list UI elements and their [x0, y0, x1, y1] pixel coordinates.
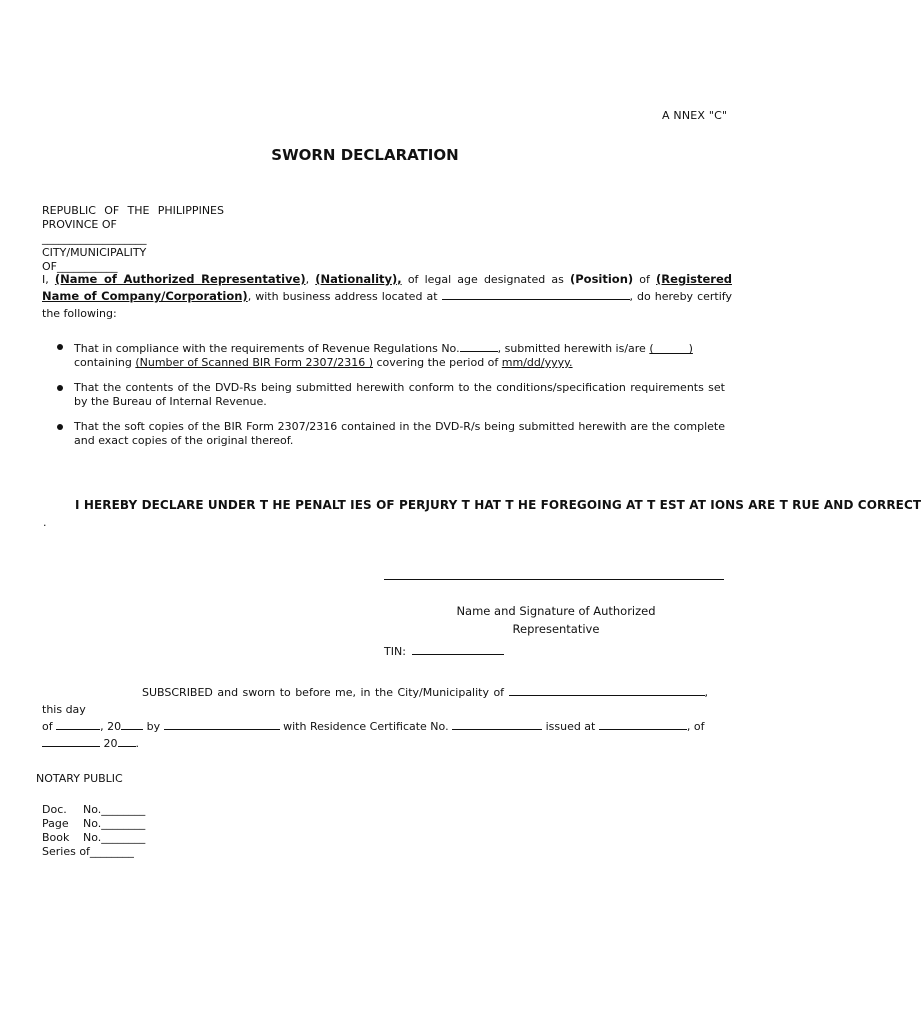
doc-label: Doc. — [42, 803, 67, 816]
list-item — [57, 420, 725, 448]
jurat-text-5: with Residence Certificate No. — [279, 720, 453, 733]
page-value: No.________ — [83, 817, 146, 830]
intro-paragraph — [42, 271, 732, 322]
affiant-blank — [164, 718, 280, 730]
list-item — [57, 340, 725, 370]
year-blank — [121, 718, 143, 730]
company-field: (Registered Name of Company/Corporation) — [42, 272, 732, 303]
jurat-line3 — [42, 735, 714, 752]
jurat-text-1: SUBSCRIBED and sworn to before me, in the City/Municipality of — [142, 686, 509, 699]
b1-text-b: , submitted herewith is/are — [497, 342, 650, 355]
province-line: PROVINCE OF ___________________ — [42, 218, 147, 245]
signature-caption-line2: Representative — [512, 622, 600, 636]
b1-text-d: covering the period of — [373, 356, 502, 369]
certification-list — [57, 340, 725, 459]
tin-blank — [412, 643, 504, 655]
residence-cert-blank — [452, 718, 542, 730]
tin-field — [384, 643, 504, 658]
period-field: mm/dd/yyyy. — [501, 356, 573, 369]
jurat-text-3: of — [42, 720, 57, 733]
jurat-line2 — [42, 718, 714, 735]
series-row: Series of________ — [42, 845, 134, 858]
jurat-paragraph — [42, 684, 714, 752]
intro-of: of — [633, 273, 657, 286]
issued-date-blank — [42, 735, 100, 747]
tin-label: TIN: — [384, 645, 406, 658]
annex-label: A NNEX "C" — [662, 109, 728, 122]
book-value: No.________ — [83, 831, 146, 844]
address-blank — [442, 288, 630, 300]
intro-lead: I, — [42, 273, 55, 286]
jurat-comma-2: , — [686, 720, 691, 733]
b1-text-a: That in compliance with the requirements of Revenue Regulations No. — [74, 342, 460, 355]
jurat-year-2: 20 — [100, 737, 118, 750]
page-row — [42, 817, 145, 831]
nationality-field: (Nationality), — [315, 272, 402, 286]
venue-heading — [42, 204, 224, 274]
book-row — [42, 831, 145, 845]
stray-period: . — [43, 516, 47, 529]
intro-tail: do hereby certify the following: — [42, 290, 732, 320]
rr-number-blank — [460, 340, 498, 352]
doc-row — [42, 803, 145, 817]
signature-line — [384, 578, 724, 580]
jurat-line1 — [42, 684, 714, 718]
republic-word: OF — [104, 204, 120, 217]
rep-name-field: (Name of Authorized Representative) — [54, 272, 306, 286]
issued-year-blank — [118, 735, 136, 747]
issued-at-blank — [599, 718, 687, 730]
form-count-field: (Number of Scanned BIR Form 2307/2316 ) — [135, 356, 373, 369]
position-field: (Position) — [570, 272, 634, 286]
count-field: ( ) — [649, 342, 693, 355]
bullet-icon — [57, 424, 63, 430]
doc-value: No.________ — [83, 803, 146, 816]
intro-addr: , with business address located at — [247, 290, 442, 303]
jurat-comma: , — [704, 686, 708, 699]
declaration-statement: I HEREBY DECLARE UNDER T HE PENALT IES OF PERJURY T HAT T HE FOREGOING AT T EST AT IONS ARE T RUE AND CORRECT — [75, 498, 921, 512]
jurat-period: . — [135, 737, 139, 750]
intro-sep: , — [305, 273, 316, 286]
list-item — [57, 381, 725, 409]
bullet-icon — [57, 385, 63, 391]
republic-word: PHILIPPINES — [157, 204, 224, 217]
city-blank — [509, 684, 705, 696]
jurat-by: by — [143, 720, 164, 733]
b1-text-c: containing — [74, 356, 136, 369]
signature-caption — [384, 602, 728, 638]
jurat-year: , 20 — [100, 720, 122, 733]
notary-public-label: NOTARY PUBLIC — [36, 772, 123, 785]
jurat-text-7: of — [690, 720, 705, 733]
intro-comma: , — [629, 290, 634, 303]
notarial-register — [42, 803, 145, 859]
city-line: CITY/MUNICIPALITY OF___________ — [42, 246, 147, 273]
b2-text: That the contents of the DVD-Rs being submitted herewith conform to the conditions/specification requirements set by the Bureau of Internal Revenue. — [74, 381, 725, 408]
republic-word: REPUBLIC — [42, 204, 96, 217]
jurat-text-6: issued at — [542, 720, 599, 733]
republic-line — [42, 204, 224, 218]
intro-mid: of legal age designated as — [401, 273, 570, 286]
page-label: Page — [42, 817, 69, 830]
b3-text: That the soft copies of the BIR Form 2307/2316 contained in the DVD-R/s being submitted herewith are the complete and exact copies of the original thereof. — [74, 420, 725, 447]
day-blank — [56, 718, 100, 730]
book-label: Book — [42, 831, 70, 844]
signature-caption-line1: Name and Signature of Authorized — [456, 604, 656, 618]
bullet-icon — [57, 344, 63, 350]
republic-word: THE — [127, 204, 150, 217]
jurat-text-2: this day — [42, 703, 86, 716]
document-title: SWORN DECLARATION — [271, 146, 459, 164]
